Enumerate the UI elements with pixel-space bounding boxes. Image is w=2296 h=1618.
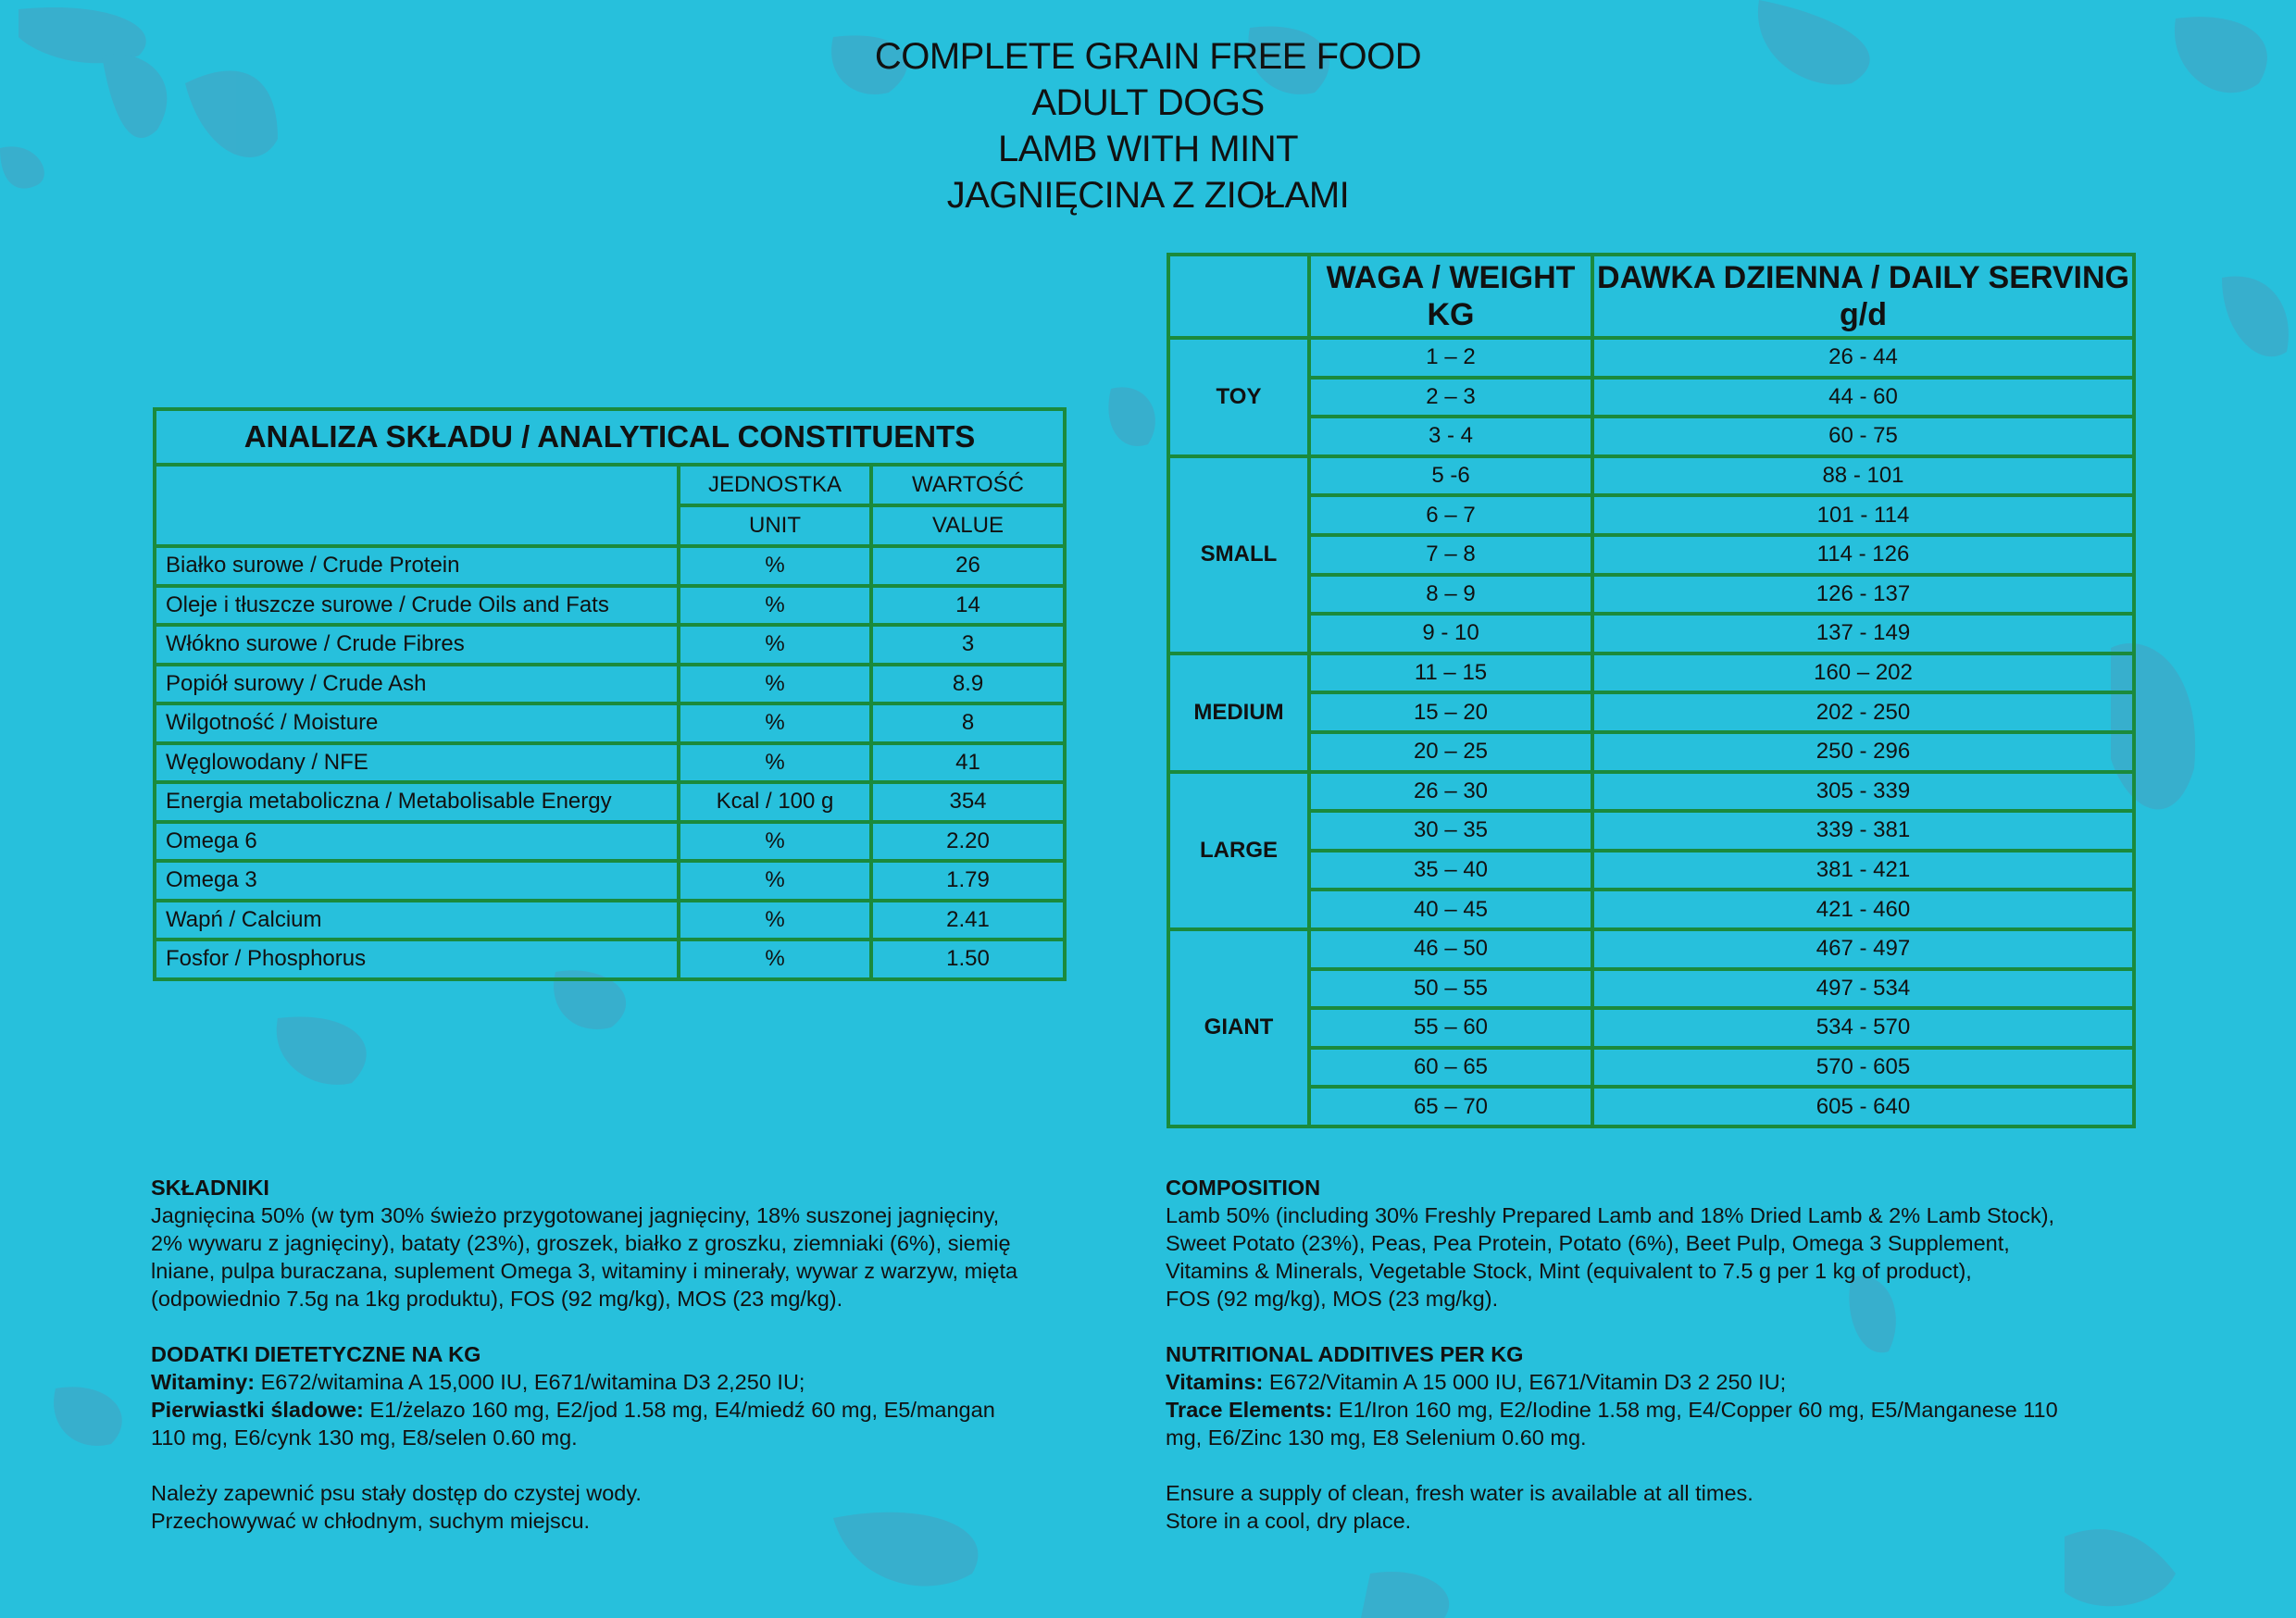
weight-range: 15 – 20 [1309,692,1592,732]
trace-line [1166,1396,2165,1424]
weight-range: 26 – 30 [1309,772,1592,812]
constituent-name: Wilgotność / Moisture [155,703,679,743]
analysis-header-empty [155,465,679,546]
constituent-unit: % [679,940,871,979]
english-composition-block [1166,1174,2165,1535]
trace-line-2: 110 mg, E6/cynk 130 mg, E8/selen 0.60 mg. [151,1425,578,1450]
constituent-name: Omega 6 [155,822,679,862]
daily-serving-table [1167,253,2136,1128]
weight-range: 60 – 65 [1309,1048,1592,1088]
constituent-unit: % [679,743,871,783]
trace-label: Trace Elements: [1166,1398,1333,1422]
constituent-row [155,861,1065,901]
additives-heading: DODATKI DIETETYCZNE NA KG [151,1342,481,1366]
constituent-name: Białko surowe / Crude Protein [155,546,679,586]
serving-header-empty [1168,255,1309,338]
daily-serving-range: 26 - 44 [1592,338,2134,378]
weight-range: 6 – 7 [1309,495,1592,535]
size-category: SMALL [1168,456,1309,653]
weight-range: 5 -6 [1309,456,1592,496]
analysis-table-title: ANALIZA SKŁADU / ANALYTICAL CONSTITUENTS [155,409,1065,465]
trace-label: Pierwiastki śladowe: [151,1398,364,1422]
daily-serving-range: 605 - 640 [1592,1087,2134,1126]
vitamins-text: E672/Vitamin A 15 000 IU, E671/Vitamin D3 2 250 IU; [1263,1370,1787,1394]
constituent-unit: % [679,822,871,862]
weight-range: 3 - 4 [1309,417,1592,456]
daily-serving-range: 202 - 250 [1592,692,2134,732]
serving-row [1168,378,2134,417]
constituent-row [155,940,1065,979]
constituent-value: 14 [871,586,1065,626]
weight-range: 65 – 70 [1309,1087,1592,1126]
composition-line: Vitamins & Minerals, Vegetable Stock, Mint (equivalent to 7.5 g per 1 kg of product), [1166,1259,1972,1283]
serving-row [1168,929,2134,969]
constituent-unit: Kcal / 100 g [679,782,871,822]
serving-row [1168,575,2134,615]
weight-range: 20 – 25 [1309,732,1592,772]
constituent-value: 26 [871,546,1065,586]
weight-range: 11 – 15 [1309,653,1592,693]
daily-serving-range: 137 - 149 [1592,614,2134,653]
constituent-name: Fosfor / Phosphorus [155,940,679,979]
weight-range: 9 - 10 [1309,614,1592,653]
title-line: LAMB WITH MINT [997,129,1299,169]
size-category: TOY [1168,338,1309,456]
serving-row [1168,653,2134,693]
note-line: Należy zapewnić psu stały dostęp do czystej wody. [151,1481,642,1505]
ingredients-line: lniane, pulpa buraczana, suplement Omega 3, witaminy i minerały, wywar z warzyw, mięta [151,1259,1018,1283]
constituent-row [155,703,1065,743]
serving-row [1168,890,2134,929]
composition-line: Lamb 50% (including 30% Freshly Prepared Lamb and 18% Dried Lamb & 2% Lamb Stock), [1166,1203,2055,1227]
serving-row [1168,614,2134,653]
trace-line [151,1396,1095,1424]
constituent-unit: % [679,703,871,743]
constituent-name: Omega 3 [155,861,679,901]
serving-row [1168,732,2134,772]
serving-row [1168,1087,2134,1126]
serving-row [1168,851,2134,890]
ingredients-line: Jagnięcina 50% (w tym 30% świeżo przygotowanej jagnięciny, 18% suszonej jagnięciny, [151,1203,1000,1227]
vitamins-line [1166,1368,2165,1396]
composition-line: Sweet Potato (23%), Peas, Pea Protein, Potato (6%), Beet Pulp, Omega 3 Supplement, [1166,1231,2010,1255]
constituent-row [155,782,1065,822]
constituent-name: Oleje i tłuszcze surowe / Crude Oils and Fats [155,586,679,626]
constituent-name: Włókno surowe / Crude Fibres [155,625,679,665]
weight-header [1309,255,1592,338]
constituent-row [155,546,1065,586]
vitamins-text: E672/witamina A 15,000 IU, E671/witamina D3 2,250 IU; [255,1370,805,1394]
constituent-value: 3 [871,625,1065,665]
constituent-value: 2.20 [871,822,1065,862]
trace-text: E1/żelazo 160 mg, E2/jod 1.58 mg, E4/miedź 60 mg, E5/mangan [363,1398,995,1422]
composition-heading: COMPOSITION [1166,1176,1321,1200]
title-line: ADULT DOGS [1031,82,1265,123]
serving-row [1168,811,2134,851]
daily-serving-range: 126 - 137 [1592,575,2134,615]
daily-serving-range: 114 - 126 [1592,535,2134,575]
constituent-value: 2.41 [871,901,1065,940]
constituent-row [155,665,1065,704]
ingredients-line: (odpowiednio 7.5g na 1kg produktu), FOS (92 mg/kg), MOS (23 mg/kg). [151,1287,843,1311]
serving-row [1168,535,2134,575]
constituent-name: Wapń / Calcium [155,901,679,940]
daily-serving-range: 497 - 534 [1592,969,2134,1009]
daily-serving-range: 381 - 421 [1592,851,2134,890]
constituent-unit: % [679,901,871,940]
serving-row [1168,969,2134,1009]
weight-range: 35 – 40 [1309,851,1592,890]
vitamins-line [151,1368,1095,1396]
size-category: LARGE [1168,772,1309,929]
weight-range: 1 – 2 [1309,338,1592,378]
serving-row [1168,456,2134,496]
title-line: JAGNIĘCINA Z ZIOŁAMI [946,175,1350,216]
daily-serving-range: 60 - 75 [1592,417,2134,456]
daily-header-line1: DAWKA DZIENNA / DAILY SERVING [1597,260,2129,295]
composition-line: FOS (92 mg/kg), MOS (23 mg/kg). [1166,1287,1499,1311]
weight-header-line2: KG [1427,297,1475,332]
trace-line-2: mg, E6/Zinc 130 mg, E8 Selenium 0.60 mg. [1166,1425,1587,1450]
daily-serving-range: 534 - 570 [1592,1008,2134,1048]
constituent-name: Węglowodany / NFE [155,743,679,783]
serving-row [1168,338,2134,378]
weight-range: 30 – 35 [1309,811,1592,851]
product-title [0,33,2296,218]
constituent-unit: % [679,861,871,901]
daily-serving-range: 101 - 114 [1592,495,2134,535]
serving-row [1168,692,2134,732]
constituent-name: Energia metaboliczna / Metabolisable Energy [155,782,679,822]
serving-row [1168,772,2134,812]
note-line: Ensure a supply of clean, fresh water is available at all times. [1166,1481,1753,1505]
unit-header-pl: JEDNOSTKA [679,465,871,505]
weight-header-line1: WAGA / WEIGHT [1326,260,1576,295]
serving-row [1168,1008,2134,1048]
polish-ingredients-block [151,1174,1095,1535]
weight-range: 46 – 50 [1309,929,1592,969]
weight-range: 2 – 3 [1309,378,1592,417]
vitamins-label: Witaminy: [151,1370,256,1394]
constituent-name: Popiół surowy / Crude Ash [155,665,679,704]
weight-range: 8 – 9 [1309,575,1592,615]
constituent-value: 1.79 [871,861,1065,901]
additives-heading: NUTRITIONAL ADDITIVES PER KG [1166,1342,1524,1366]
weight-range: 55 – 60 [1309,1008,1592,1048]
daily-serving-range: 44 - 60 [1592,378,2134,417]
serving-row [1168,417,2134,456]
constituent-unit: % [679,625,871,665]
constituent-value: 41 [871,743,1065,783]
constituent-row [155,822,1065,862]
value-header-pl: WARTOŚĆ [871,465,1065,505]
trace-text: E1/Iron 160 mg, E2/Iodine 1.58 mg, E4/Copper 60 mg, E5/Manganese 110 [1332,1398,2058,1422]
weight-range: 50 – 55 [1309,969,1592,1009]
daily-serving-range: 250 - 296 [1592,732,2134,772]
constituent-unit: % [679,546,871,586]
constituent-value: 8 [871,703,1065,743]
title-line: COMPLETE GRAIN FREE FOOD [874,36,1422,77]
constituent-value: 8.9 [871,665,1065,704]
daily-serving-range: 339 - 381 [1592,811,2134,851]
size-category: GIANT [1168,929,1309,1126]
note-line: Store in a cool, dry place. [1166,1509,1412,1533]
note-line: Przechowywać w chłodnym, suchym miejscu. [151,1509,591,1533]
ingredients-line: 2% wywaru z jagnięciny), bataty (23%), groszek, białko z groszku, ziemniaki (6%), siemię [151,1231,1011,1255]
daily-serving-header [1592,255,2134,338]
serving-row [1168,1048,2134,1088]
daily-serving-range: 160 – 202 [1592,653,2134,693]
vitamins-label: Vitamins: [1166,1370,1264,1394]
daily-serving-range: 421 - 460 [1592,890,2134,929]
value-header-en: VALUE [871,505,1065,546]
constituent-row [155,625,1065,665]
size-category: MEDIUM [1168,653,1309,772]
daily-serving-range: 467 - 497 [1592,929,2134,969]
daily-serving-range: 570 - 605 [1592,1048,2134,1088]
constituent-row [155,743,1065,783]
ingredients-heading: SKŁADNIKI [151,1176,269,1200]
unit-header-en: UNIT [679,505,871,546]
daily-header-line2: g/d [1840,297,1887,332]
constituent-value: 354 [871,782,1065,822]
constituent-unit: % [679,586,871,626]
weight-range: 40 – 45 [1309,890,1592,929]
analytical-constituents-table [153,407,1067,981]
constituent-value: 1.50 [871,940,1065,979]
daily-serving-range: 305 - 339 [1592,772,2134,812]
weight-range: 7 – 8 [1309,535,1592,575]
serving-row [1168,495,2134,535]
constituent-row [155,901,1065,940]
constituent-row [155,586,1065,626]
constituent-unit: % [679,665,871,704]
daily-serving-range: 88 - 101 [1592,456,2134,496]
